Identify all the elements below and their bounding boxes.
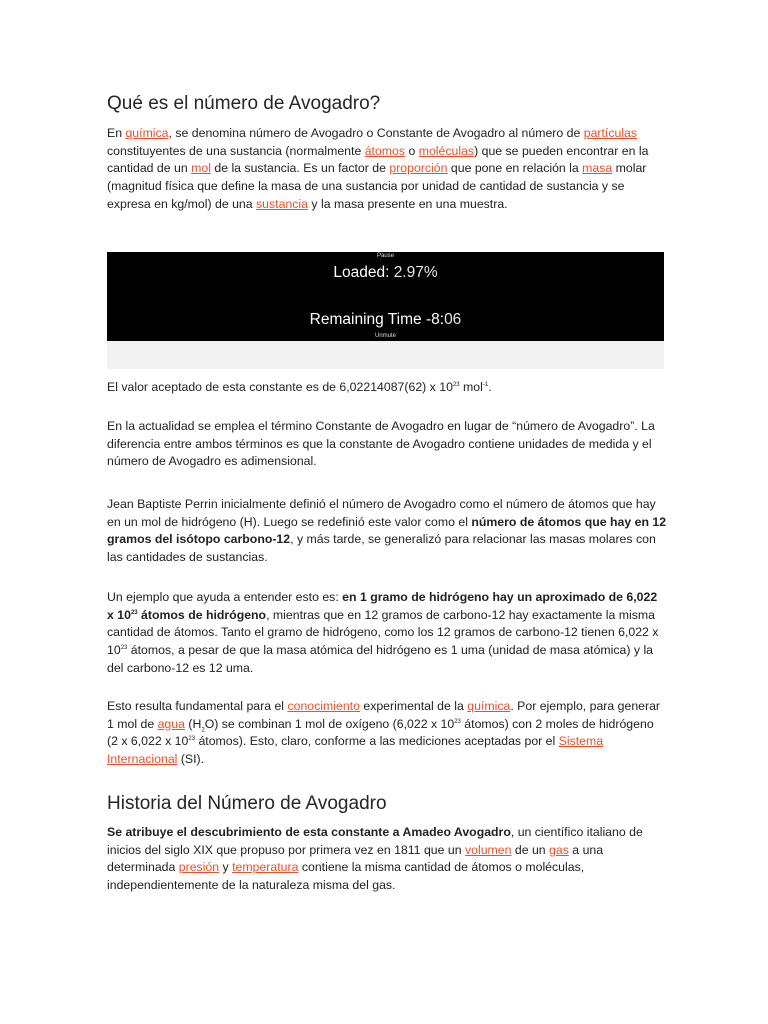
text-run: mol xyxy=(459,380,483,394)
text-run: átomos, a pesar de que la masa atómica del hidrógeno es 1 uma (unidad de masa atómica) y la del carbono-12 es 12 uma. xyxy=(107,643,654,675)
paragraph-example xyxy=(107,589,667,678)
loaded-value: 2.97% xyxy=(393,264,438,281)
bold-text: átomos de hidrógeno xyxy=(137,607,267,622)
inline-link[interactable]: masa xyxy=(582,161,613,176)
text-run: contiene la misma cantidad de átomos o moléculas, independientemente de la naturaleza misma del gas. xyxy=(107,860,585,893)
paragraph-application xyxy=(107,698,667,769)
remaining-label: Remaining Time -8: xyxy=(309,311,445,328)
loaded-status xyxy=(107,264,664,282)
video-player[interactable] xyxy=(107,252,664,341)
inline-link[interactable]: conocimiento xyxy=(287,699,360,713)
text-run: átomos). Esto, claro, conforme a las mediciones aceptadas por el xyxy=(195,734,559,749)
text-run: a una determinada xyxy=(107,842,604,875)
text-run: molar (magnitud física que define la masa de una sustancia por unidad de cantidad de sustancia y se expresa en kg/mol) de una xyxy=(107,161,647,211)
superscript: 23 xyxy=(188,736,196,743)
text-run: constituyentes de una sustancia (normalmente xyxy=(107,143,365,158)
inline-link[interactable]: mol xyxy=(191,161,211,176)
text-run: y la masa presente en una muestra. xyxy=(307,196,508,211)
paragraph-definition xyxy=(107,125,667,214)
bold-text: en 1 gramo de hidrógeno hay un aproximado de 6,022 x 10 xyxy=(107,590,658,622)
text-run: átomos) con 2 moles de hidrógeno (2 x 6,022 x 10 xyxy=(107,716,654,749)
inline-link[interactable]: moléculas xyxy=(418,143,475,158)
text-run: y xyxy=(219,860,233,875)
section-title-avogadro: Qué es el número de Avogadro? xyxy=(107,93,381,114)
text-run: O) se combinan 1 mol de oxígeno (6,022 x 10 xyxy=(204,716,455,731)
superscript: 23 xyxy=(120,645,128,652)
inline-link[interactable]: temperatura xyxy=(232,860,299,875)
inline-link[interactable]: Sistema Internacional xyxy=(107,734,604,767)
loaded-label: Loaded: xyxy=(333,264,394,281)
paragraph-terminology xyxy=(107,418,667,471)
text-run: En la actualidad se emplea el término Constante de Avogadro en lugar de “número de Avogadro”. La diferencia entre ambos términos es que la constante de Avogadro contiene unidades de medida y el número de Avogadro es adimensional. xyxy=(107,419,655,469)
text-run: que pone en relación la xyxy=(447,161,583,176)
paragraph-constant-value xyxy=(107,379,667,397)
text-run: , mientras que en 12 gramos de carbono-12 hay exactamente la misma cantidad de átomos. Tanto el gramo de hidrógeno, como los 12 gramos de carbono-12 tienen 6,022 x 10 xyxy=(107,607,659,658)
text-run: , un científico italiano de inicios del siglo XIX que propuso por primera vez en 1811 que un xyxy=(107,825,643,857)
text-run: o xyxy=(405,143,419,158)
text-run: Esto resulta fundamental para el xyxy=(107,699,288,713)
paragraph-history xyxy=(107,824,667,895)
superscript: 23 xyxy=(130,609,138,616)
text-run: de la sustancia. Es un factor de xyxy=(210,161,390,176)
inline-link[interactable]: presión xyxy=(178,860,220,875)
inline-link[interactable]: partículas xyxy=(583,126,638,140)
inline-link[interactable]: gas xyxy=(549,842,569,857)
text-run: ) que se pueden encontrar en la cantidad de un xyxy=(107,143,649,176)
text-run: (H xyxy=(184,716,202,731)
inline-link[interactable]: átomos xyxy=(364,143,406,158)
text-run: de un xyxy=(511,842,550,857)
inline-link[interactable]: volumen xyxy=(464,842,512,857)
subscript: 2 xyxy=(201,727,205,734)
player-control-bar xyxy=(107,341,664,369)
text-run: . Por ejemplo, para generar 1 mol de xyxy=(107,699,661,731)
text-run: El valor aceptado de esta constante es de 6,02214087(62) x 10 xyxy=(107,380,453,394)
text-run: experimental de la xyxy=(359,699,468,713)
bold-text: número de átomos que hay en 12 gramos del isótopo carbono-12 xyxy=(107,514,667,547)
inline-link[interactable]: química xyxy=(125,126,169,140)
superscript: -1 xyxy=(482,381,489,388)
pause-button[interactable]: Pause xyxy=(376,253,394,259)
paragraph-perrin xyxy=(107,496,667,567)
bold-text: Se atribuye el descubrimiento de esta constante a Amadeo Avogadro xyxy=(107,825,511,839)
superscript: 23 xyxy=(452,381,460,388)
text-run: En xyxy=(107,126,126,140)
inline-link[interactable]: química xyxy=(467,699,511,713)
text-run: Un ejemplo que ayuda a entender esto es: xyxy=(107,590,343,604)
inline-link[interactable]: agua xyxy=(157,716,185,731)
unmute-button[interactable]: Unmute xyxy=(374,333,396,339)
superscript: 23 xyxy=(454,718,461,725)
text-run: , se denomina número de Avogadro o Constante de Avogadro al número de xyxy=(168,126,584,140)
text-run: . xyxy=(488,380,492,394)
inline-link[interactable]: proporción xyxy=(389,161,448,176)
text-run: Jean Baptiste Perrin inicialmente definió el número de Avogadro como el número de átomos que hay en un mol de hidrógeno (H). Luego se redefinió este valor como el xyxy=(107,497,656,529)
section-title-history: Historia del Número de Avogadro xyxy=(107,793,387,814)
remaining-value: 06 xyxy=(444,311,462,328)
text-run: (SI). xyxy=(177,752,205,767)
text-run: , y más tarde, se generalizó para relacionar las masas molares con las cantidades de sustancias. xyxy=(107,532,656,565)
remaining-time xyxy=(107,311,664,329)
inline-link[interactable]: sustancia xyxy=(256,196,308,211)
